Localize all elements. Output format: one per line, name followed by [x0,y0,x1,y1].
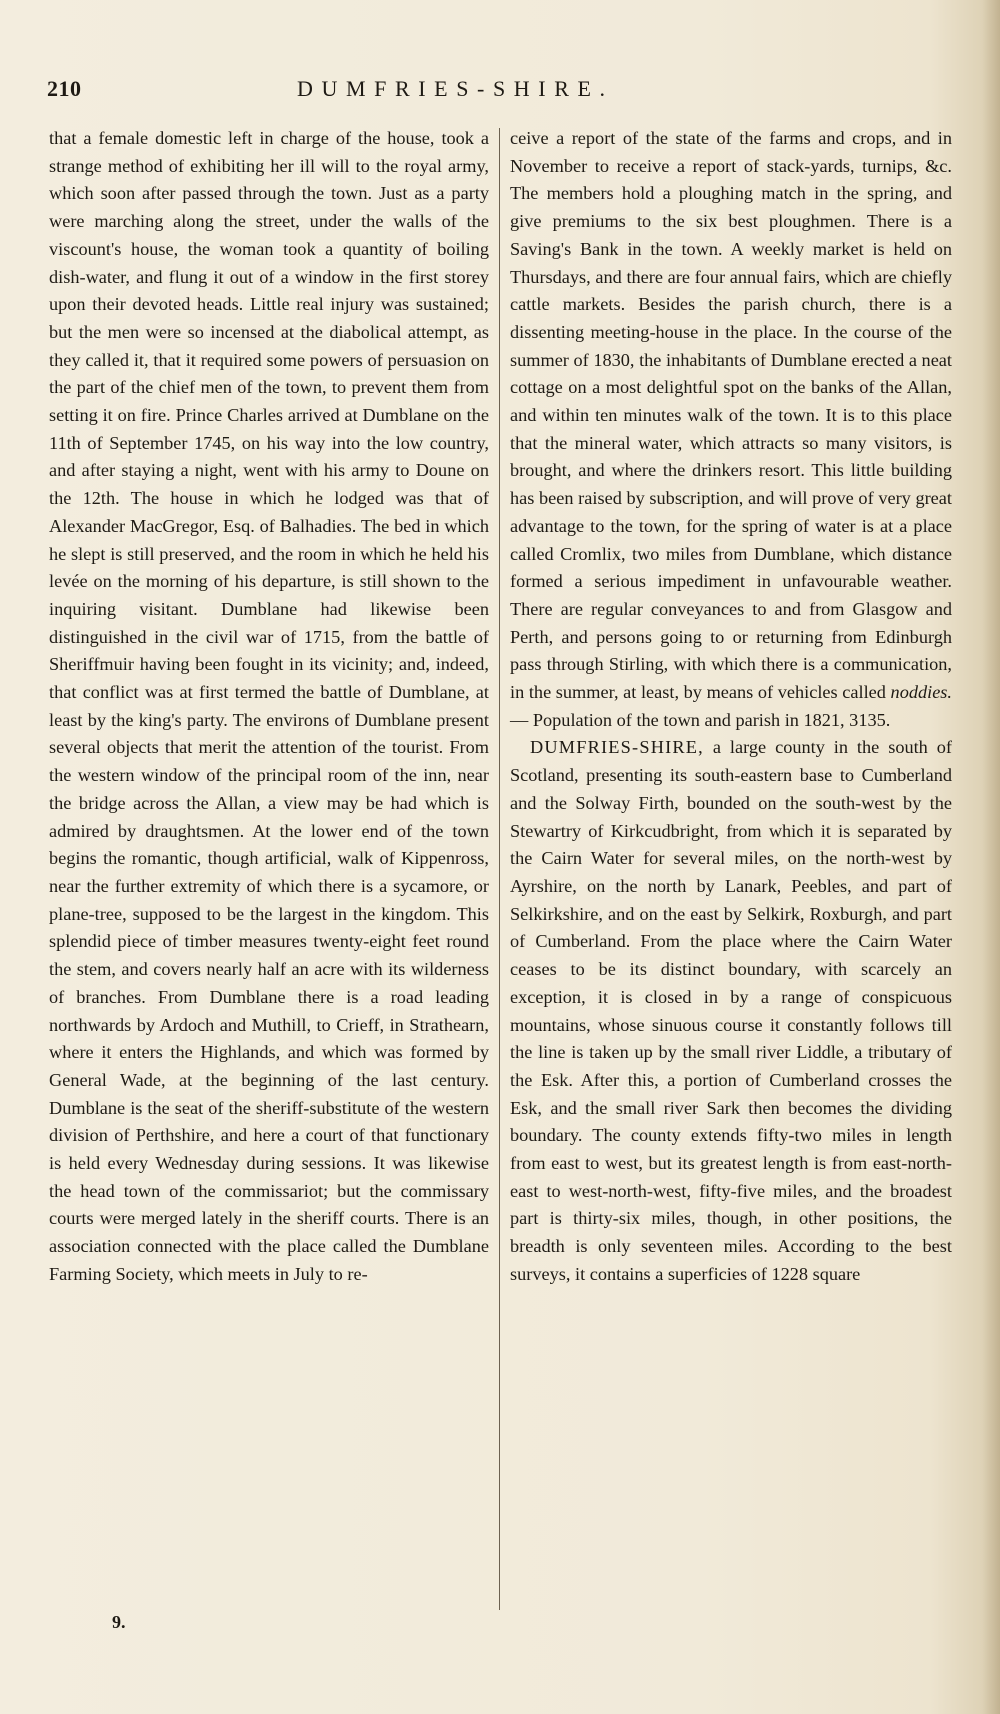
left-column-text: that a female domestic left in charge of the house, took a strange method of exhibiting her ill will to the royal army, which soon after passed through the town. Just as a party were marching along the street, under the walls of the viscount's house, the woman took a quantity of boiling dish-water, and flung it out of a window in the first storey upon their devoted heads. Little real injury was sustained; but the men were so incensed at the diabolical attempt, as they called it, that it required some powers of persuasion on the part of the chief men of the town, to prevent them from setting it on fire. Prince Charles arrived at Dumblane on the 11th of September 1745, on his way into the low country, and after staying a night, went with his army to Doune on the 12th. The house in which he lodged was that of Alexander MacGregor, Esq. of Balhadies. The bed in which he slept is still preserved, and the room in which he held his levée on the morning of his departure, is still shown to the inquiring visitant. Dumblane had likewise been distinguished in the civil war of 1715, from the battle of Sheriffmuir having been fought in its vicinity; and, indeed, that conflict was at first termed the battle of Dumblane, at least by the king's party. The environs of Dumblane present several objects that merit the attention of the tourist. From the western window of the principal room of the inn, near the bridge across the Allan, a view may be had which is admired by draughtsmen. At the lower end of the town begins the romantic, though artificial, walk of Kippenross, near the further extremity of which there is a sycamore, or plane-tree, supposed to be the largest in the kingdom. This splendid piece of timber measures twenty-eight feet round the stem, and covers nearly half an acre with its wilderness of branches. From Dumblane there is a road leading northwards by Ardoch and Muthill, to Crieff, in Strathearn, where it enters the Highlands, and which was formed by General Wade, at the beginning of the last century. Dumblane is the seat of the sheriff-substitute of the western division of Perthshire, and here a court of that functionary is held every Wednesday during sessions. It was likewise the head town of the commissariot; but the commissary courts were merged lately in the sheriff courts. There is an association connected with the place called the Dumblane Farming Society, which meets in July to re- [49,128,489,1284]
paragraph-1-tail: — Population of the town and parish in 1821, 3135. [510,709,891,730]
column-divider [499,128,500,1610]
running-head: DUMFRIES-SHIRE. [297,76,614,101]
right-column-paragraph-1 [510,125,952,734]
page-header [47,76,935,116]
paragraph-1-text: ceive a report of the state of the farms and crops, and in November to receive a report of stack-yards, turnips, &c. The members hold a ploughing match in the spring, and give premiums to the six best ploughmen. There is a Saving's Bank in the town. A weekly market is held on Thursdays, and there are four annual fairs, which are chiefly cattle markets. Besides the parish church, there is a dissenting meeting-house in the place. In the course of the summer of 1830, the inhabitants of Dumblane erected a neat cottage on a most delightful spot on the banks of the Allan, and within ten minutes walk of the town. It is to this place that the mineral water, which attracts so many visitors, is brought, and where the drinkers resort. This little building has been raised by subscription, and will prove of very great advantage to the town, for the spring of water is at a place called Cromlix, two miles from Dumblane, which distance formed a serious impediment in unfavourable weather. There are regular conveyances to and from Glasgow and Perth, and persons going to or returning from Edinburgh pass through Stirling, with which there is a communication, in the summer, at least, by means of vehicles called [510,128,952,703]
entry-heading: DUMFRIES-SHIRE, [530,737,704,758]
signature-mark: 9. [112,1612,126,1632]
page-number: 210 [47,76,82,101]
right-column [510,125,952,1289]
paragraph-1-italic-term: noddies. [890,682,952,703]
left-column [49,125,489,1289]
paragraph-2-text: a large county in the south of Scotland, presenting its south-eastern base to Cumberland and the Solway Firth, bounded on the south-west by the Stewartry of Kirkcudbright, from which it is separated by the Cairn Water for several miles, on the north-west by Ayrshire, on the north by Lanark, Peebles, and part of Selkirkshire, and on the east by Selkirk, Roxburgh, and part of Cumberland. From the place where the Cairn Water ceases to be its distinct boundary, with scarcely an exception, it is closed in by a range of conspicuous mountains, whose sinuous course it constantly follows till the line is taken up by the small river Liddle, a tributary of the Esk. After this, a portion of Cumberland crosses the Esk, and the small river Sark then becomes the dividing boundary. The county extends fifty-two miles in length from east to west, but its greatest length is from east-north-east to west-north-west, fifty-five miles, and the broadest part is thirty-six miles, though, in other positions, the breadth is only seventeen miles. According to the best surveys, it contains a superficies of 1228 square [510,737,952,1284]
right-column-paragraph-2 [510,734,952,1288]
page-edge-shadow [982,0,1000,1714]
